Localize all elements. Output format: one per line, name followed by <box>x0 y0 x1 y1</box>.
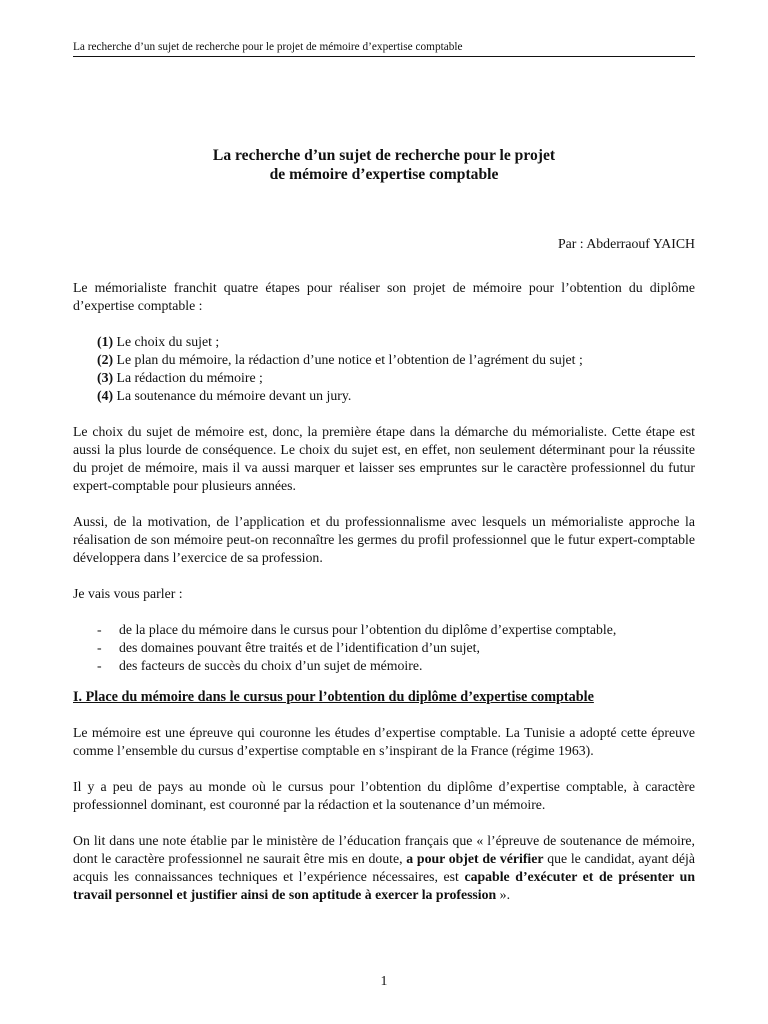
steps-list <box>73 333 695 405</box>
document-title <box>73 146 695 184</box>
step-text: La soutenance du mémoire devant un jury. <box>113 388 352 403</box>
dash-bullet: - <box>97 622 102 637</box>
topic-item <box>73 639 695 657</box>
section-heading: I. Place du mémoire dans le cursus pour l’obtention du diplôme d’expertise comptable <box>73 689 594 705</box>
step-text: Le plan du mémoire, la rédaction d’une notice et l’obtention de l’agrément du sujet ; <box>113 352 583 367</box>
topic-text: de la place du mémoire dans le cursus pour l’obtention du diplôme d’expertise comptable, <box>119 622 617 637</box>
topics-list <box>73 621 695 675</box>
step-item <box>97 387 695 405</box>
body-paragraph: Il y a peu de pays au monde où le cursus pour l’obtention du diplôme d’expertise comptable, à caractère professionnel dominant, est couronné par la rédaction et la soutenance d’un mémoire. <box>73 779 695 812</box>
step-number: (4) <box>97 388 114 403</box>
text-run: que le candidat, ayant déjà acquis les connaissances techniques et l’expérience nécessaires, est <box>73 851 695 884</box>
topic-text: des domaines pouvant être traités et de l’identification d’un sujet, <box>119 640 480 655</box>
document-body <box>73 279 695 904</box>
body-paragraph <box>73 832 695 904</box>
body-paragraph: Aussi, de la motivation, de l’application et du professionnalisme avec lesquels un mémorialiste approche la réalisation de son mémoire peut-on reconnaître les germes du profil professionnel que le futur expert-comptable développera dans l’exercice de sa profession. <box>73 514 695 565</box>
dash-bullet: - <box>97 640 102 655</box>
dash-bullet: - <box>97 658 102 673</box>
author-line: Par : Abderraouf YAICH <box>557 236 695 251</box>
step-number: (3) <box>97 370 114 385</box>
running-header: La recherche d’un sujet de recherche pour le projet de mémoire d’expertise comptable <box>73 40 695 57</box>
topic-item <box>73 621 695 639</box>
page-number: 1 <box>380 973 388 988</box>
step-number: (1) <box>97 334 114 349</box>
step-text: Le choix du sujet ; <box>113 334 220 349</box>
title-line-2: de mémoire d’expertise comptable <box>269 166 499 183</box>
body-paragraph: Le choix du sujet de mémoire est, donc, la première étape dans la démarche du mémorialiste. Cette étape est aussi la plus lourde de conséquence. Le choix du sujet est, en effet, non seulement déterminant pour la réussite du projet de mémoire, mais il va aussi marquer et laisser ses empruntes sur le caractère professionnel du futur expert-comptable pour plusieurs années. <box>73 424 695 493</box>
step-number: (2) <box>97 352 114 367</box>
step-item <box>97 333 695 351</box>
body-paragraph: Le mémoire est une épreuve qui couronne les études d’expertise comptable. La Tunisie a adopté cette épreuve comme l’ensemble du cursus d’expertise comptable en s’inspirant de la France (régime 1963). <box>73 725 695 758</box>
step-item <box>97 351 695 369</box>
text-run: On lit dans une note établie par le ministère de l’éducation français que « l’épreuve de soutenance de mémoire, dont le caractère professionnel ne saurait être mis en doute, <box>73 833 695 866</box>
bold-text-run: a pour objet de vérifier <box>406 851 544 866</box>
title-line-1: La recherche d’un sujet de recherche pour le projet <box>212 147 556 164</box>
intro-paragraph: Le mémorialiste franchit quatre étapes pour réaliser son projet de mémoire pour l’obtention du diplôme d’expertise comptable : <box>73 280 695 313</box>
body-paragraph: Je vais vous parler : <box>73 586 183 601</box>
bold-text-run: capable d’exécuter et de présenter un travail personnel et justifier ainsi de son aptitude à exercer la profession <box>73 869 695 902</box>
topic-item <box>73 657 695 675</box>
text-run: ». <box>496 887 511 902</box>
step-item <box>97 369 695 387</box>
step-text: La rédaction du mémoire ; <box>113 370 263 385</box>
topic-text: des facteurs de succès du choix d’un sujet de mémoire. <box>119 658 423 673</box>
